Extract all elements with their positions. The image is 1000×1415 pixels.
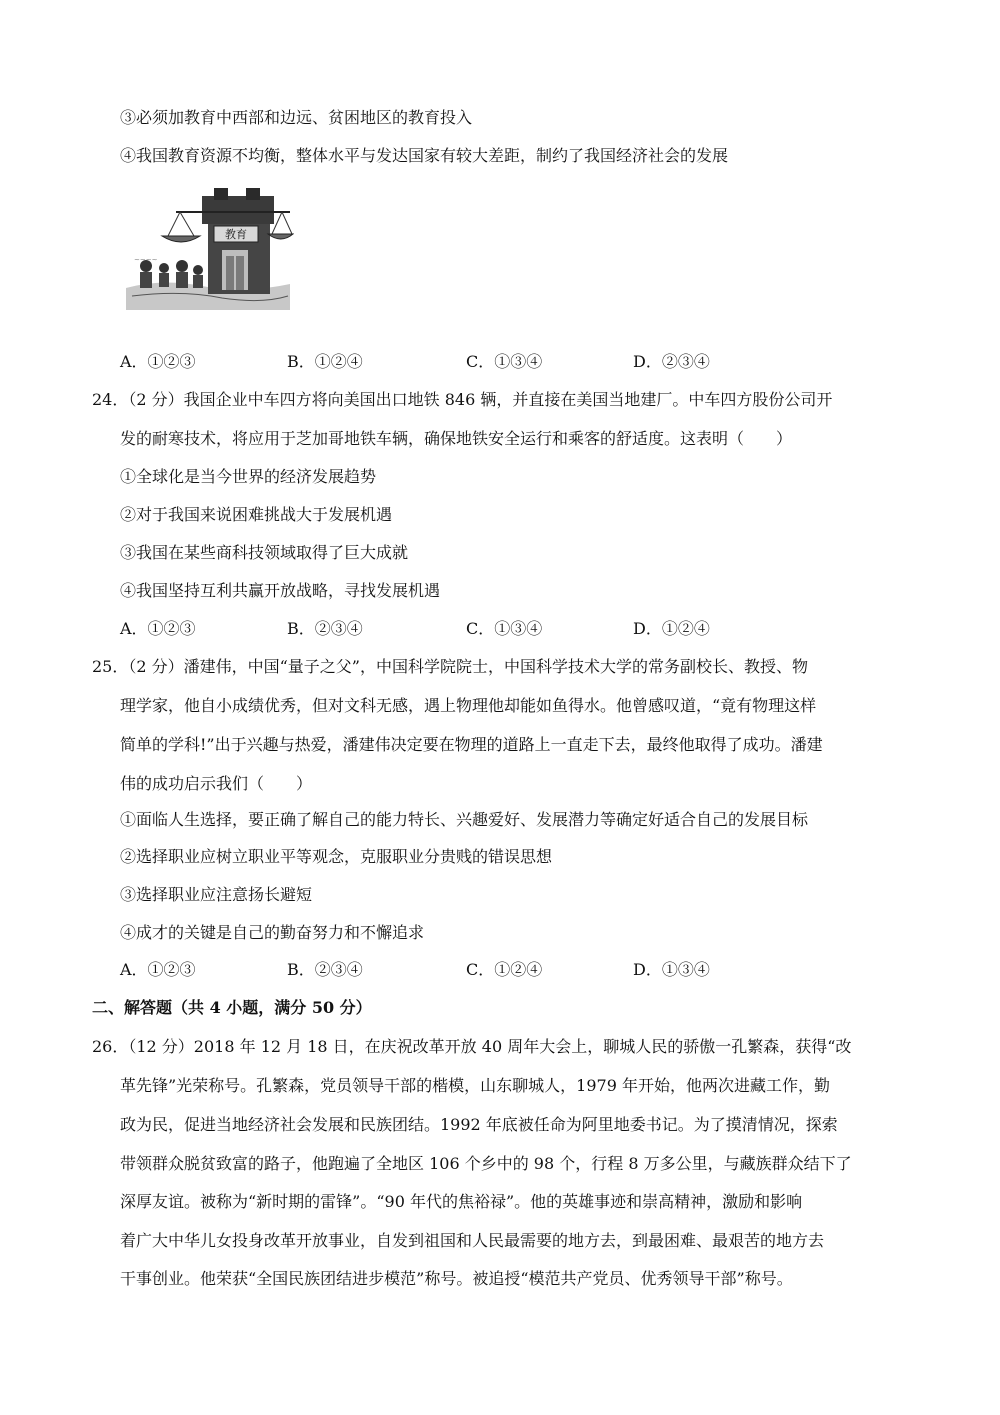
- q25-statement-1: ①面临人生选择，要正确了解自己的能力特长、兴趣爱好、发展潜力等确定好适合自己的发展目标: [120, 810, 809, 829]
- q26-line-7: 干事创业。他荣获“全国民族团结进步模范”称号。被追授“模范共产党员、优秀领导干部”称号。: [120, 1269, 793, 1288]
- q24-statement-4: ④我国坚持互利共赢开放战略，寻找发展机遇: [120, 581, 441, 600]
- q24-option-b: B．②③④: [287, 619, 363, 638]
- q26-line-5: 深厚友谊。被称为“新时期的雷锋”。“90 年代的焦裕禄”。他的英雄事迹和崇高精神，激励和影响: [120, 1192, 803, 1211]
- q25-stem-line-2: 理学家，他自小成绩优秀，但对文科无感，遇上物理他却能如鱼得水。他曾感叹道，“竟有物理这样: [120, 696, 817, 715]
- q25-option-d: D．①③④: [633, 960, 710, 979]
- q26-line-1: 26．（12 分）2018 年 12 月 18 日，在庆祝改革开放 40 周年大会上，聊城人民的骄傲一孔繁森，获得“改: [92, 1037, 852, 1056]
- figure-sign-text: 教育: [225, 228, 247, 241]
- education-scale-illustration: [122, 186, 294, 314]
- q25-stem-line-3: 简单的学科!”出于兴趣与热爱，潘建伟决定要在物理的道路上一直走下去，最终他取得了成功。潘建: [120, 735, 823, 754]
- q26-line-4: 带领群众脱贫致富的路子，他跑遍了全地区 106 个乡中的 98 个，行程 8 万多公里，与藏族群众结下了: [120, 1154, 852, 1173]
- q25-option-b: B．②③④: [287, 960, 363, 979]
- q25-option-a: A．①②③: [120, 960, 196, 979]
- q24-stem-line-2: 发的耐寒技术，将应用于芝加哥地铁车辆，确保地铁安全运行和乘客的舒适度。这表明（ ）: [120, 429, 793, 448]
- q24-statement-3: ③我国在某些商科技领域取得了巨大成就: [120, 543, 409, 562]
- q26-line-6: 着广大中华儿女投身改革开放事业，自发到祖国和人民最需要的地方去，到最困难、最艰苦的地方去: [120, 1231, 825, 1250]
- q24-stem-line-1: 24．（2 分）我国企业中车四方将向美国出口地铁 846 辆，并直接在美国当地建厂。中车四方股份公司开: [92, 390, 833, 409]
- q23-statement-4: ④我国教育资源不均衡，整体水平与发达国家有较大差距，制约了我国经济社会的发展: [120, 146, 729, 165]
- q23-option-c: C．①③④: [466, 352, 543, 371]
- q24-statement-2: ②对于我国来说困难挑战大于发展机遇: [120, 505, 393, 524]
- q23-option-d: D．②③④: [633, 352, 710, 371]
- q25-statement-2: ②选择职业应树立职业平等观念，克服职业分贵贱的错误思想: [120, 847, 553, 866]
- q24-option-d: D．①②④: [633, 619, 710, 638]
- q26-line-3: 政为民，促进当地经济社会发展和民族团结。1992 年底被任命为阿里地委书记。为了摸清情况，探索: [120, 1115, 838, 1134]
- q24-statement-1: ①全球化是当今世界的经济发展趋势: [120, 467, 377, 486]
- svg-text:~~~~: ~~~~: [134, 256, 158, 264]
- q25-statement-3: ③选择职业应注意扬长避短: [120, 885, 313, 904]
- section-heading: 二、解答题（共 4 小题，满分 50 分）: [92, 998, 372, 1017]
- q23-statement-3: ③必须加教育中西部和边远、贫困地区的教育投入: [120, 108, 473, 127]
- q25-stem-line-4: 伟的成功启示我们（ ）: [120, 774, 313, 793]
- q26-line-2: 革先锋”光荣称号。孔繁森，党员领导干部的楷模，山东聊城人，1979 年开始，他两次进藏工作，勤: [120, 1076, 830, 1095]
- q25-stem-line-1: 25．（2 分）潘建伟，中国“量子之父”，中国科学院院士，中国科学技术大学的常务副校长、教授、物: [92, 657, 808, 676]
- q24-option-c: C．①③④: [466, 619, 543, 638]
- q25-statement-4: ④成才的关键是自己的勤奋努力和不懈追求: [120, 923, 425, 942]
- q23-option-b: B．①②④: [287, 352, 363, 371]
- q24-option-a: A．①②③: [120, 619, 196, 638]
- q23-option-a: A．①②③: [120, 352, 196, 371]
- q25-option-c: C．①②④: [466, 960, 543, 979]
